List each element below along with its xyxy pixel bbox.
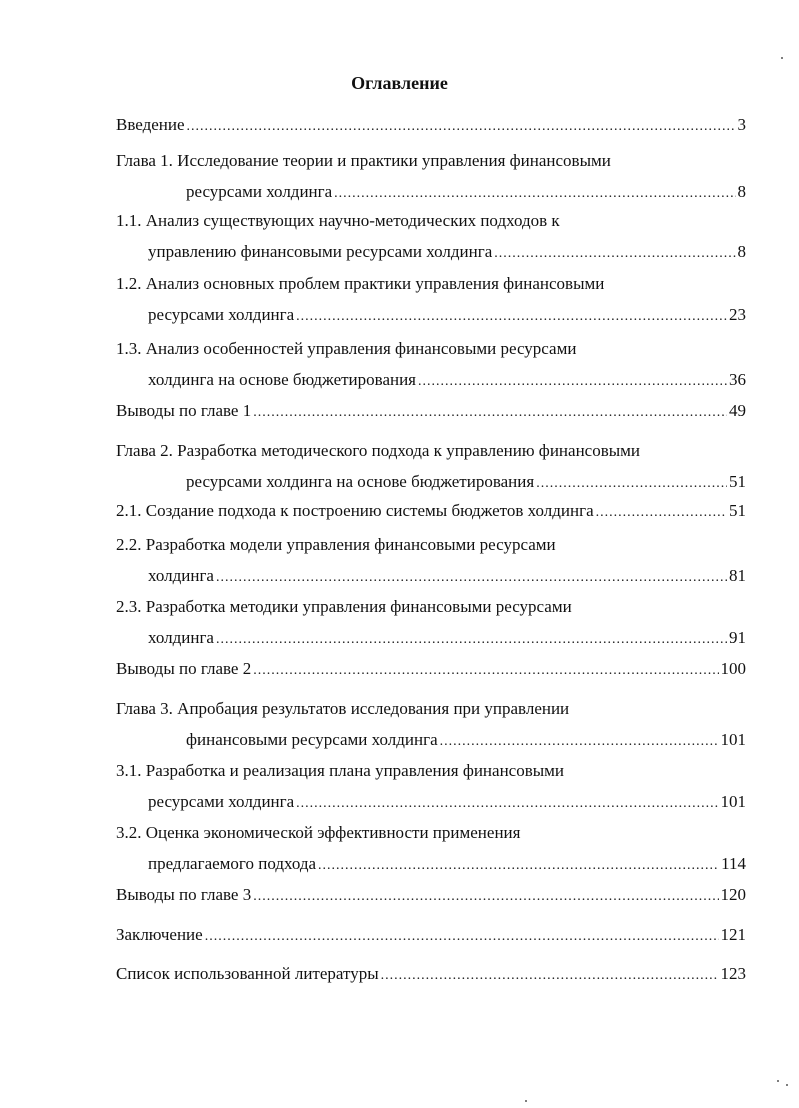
dot-leader <box>334 183 735 205</box>
scan-speck <box>525 1100 527 1102</box>
toc-entry-text: Заключение <box>116 925 203 944</box>
dot-leader <box>296 306 727 328</box>
page-number: 51 <box>729 472 746 491</box>
toc-line <box>186 181 746 203</box>
page-number: 101 <box>720 730 746 749</box>
toc-entry-text: ресурсами холдинга на основе бюджетирования <box>186 472 535 491</box>
toc-line <box>116 440 640 462</box>
toc-line <box>116 698 569 720</box>
dot-leader <box>216 629 727 651</box>
dot-leader <box>494 243 735 265</box>
toc-entry-text: 1.2. Анализ основных проблем практики управления финансовыми <box>116 274 605 293</box>
toc-line <box>116 760 564 782</box>
toc-entry-text: ресурсами холдинга <box>186 182 333 201</box>
toc-line <box>116 210 560 232</box>
toc-entry-text: 2.1. Создание подхода к построению системы бюджетов холдинга <box>116 501 594 520</box>
toc-entry-text: Глава 1. Исследование теории и практики управления финансовыми <box>116 151 611 170</box>
toc-line <box>116 338 576 360</box>
page-number: 121 <box>720 925 746 944</box>
dot-leader <box>253 402 727 424</box>
toc-entry-text: финансовыми ресурсами холдинга <box>186 730 438 749</box>
toc-entry-text: 3.2. Оценка экономической эффективности применения <box>116 823 521 842</box>
page-number: 23 <box>729 305 746 324</box>
toc-line <box>116 400 746 422</box>
toc-line <box>148 304 746 326</box>
toc-line <box>116 273 604 295</box>
toc-line <box>148 791 746 813</box>
dot-leader <box>187 116 736 138</box>
toc-entry-text: холдинга <box>148 566 214 585</box>
toc-entry-text: холдинга <box>148 628 214 647</box>
toc-entry-text: Список использованной литературы <box>116 964 379 983</box>
scan-speck <box>777 1080 779 1082</box>
page-number: 8 <box>737 242 746 261</box>
toc-line <box>148 369 746 391</box>
toc-entry-text: 1.1. Анализ существующих научно-методических подходов к <box>116 211 560 230</box>
scan-speck <box>781 57 783 59</box>
dot-leader <box>296 793 718 815</box>
toc-line <box>116 884 746 906</box>
toc-entry-text: 2.2. Разработка модели управления финансовыми ресурсами <box>116 535 556 554</box>
toc-line <box>116 500 746 522</box>
page-number: 120 <box>720 885 746 904</box>
toc-entry-text: 1.3. Анализ особенностей управления финансовыми ресурсами <box>116 339 577 358</box>
toc-entry-text: 3.1. Разработка и реализация плана управления финансовыми <box>116 761 565 780</box>
page-number: 81 <box>729 566 746 585</box>
page-number: 114 <box>721 854 746 873</box>
toc-line <box>116 114 746 136</box>
toc-line <box>116 596 572 618</box>
toc-entry-text: Выводы по главе 2 <box>116 659 252 678</box>
dot-leader <box>253 660 718 682</box>
toc-entry-text: Выводы по главе 1 <box>116 401 252 420</box>
toc-line <box>116 963 746 985</box>
toc-entry-text: Введение <box>116 115 185 134</box>
dot-leader <box>418 371 727 393</box>
toc-entry-text: 2.3. Разработка методики управления финансовыми ресурсами <box>116 597 572 616</box>
toc-line <box>116 150 611 172</box>
scan-speck <box>786 1084 788 1086</box>
toc-line <box>186 471 746 493</box>
dot-leader <box>205 926 719 948</box>
toc-entry-text: ресурсами холдинга <box>148 792 295 811</box>
toc-line <box>116 658 746 680</box>
toc-line <box>116 924 746 946</box>
page-number: 91 <box>729 628 746 647</box>
page-number: 8 <box>737 182 746 201</box>
dot-leader <box>440 731 719 753</box>
toc-line <box>148 853 746 875</box>
toc-line <box>148 565 746 587</box>
toc-entry-text: ресурсами холдинга <box>148 305 295 324</box>
dot-leader <box>318 855 719 877</box>
page-number: 123 <box>720 964 746 983</box>
toc-entry-text: управлению финансовыми ресурсами холдинга <box>148 242 493 261</box>
page-number: 49 <box>729 401 746 420</box>
page-number: 100 <box>720 659 746 678</box>
toc-title: Оглавление <box>351 73 448 93</box>
page-number: 51 <box>729 501 746 520</box>
toc-line <box>116 822 520 844</box>
dot-leader <box>253 886 718 908</box>
dot-leader <box>596 502 727 524</box>
toc-line <box>148 241 746 263</box>
toc-entry-text: холдинга на основе бюджетирования <box>148 370 416 389</box>
toc-line <box>116 534 556 556</box>
toc-line <box>148 627 746 649</box>
toc-entry-text: Выводы по главе 3 <box>116 885 252 904</box>
toc-entry-text: Глава 3. Апробация результатов исследования при управлении <box>116 699 570 718</box>
dot-leader <box>536 473 727 495</box>
toc-entry-text: предлагаемого подхода <box>148 854 317 873</box>
toc-line <box>186 729 746 751</box>
page-number: 101 <box>720 792 746 811</box>
page-number: 3 <box>737 115 746 134</box>
toc-entry-text: Глава 2. Разработка методического подхода к управлению финансовыми <box>116 441 641 460</box>
page-number: 36 <box>729 370 746 389</box>
dot-leader <box>381 965 719 987</box>
dot-leader <box>216 567 727 589</box>
